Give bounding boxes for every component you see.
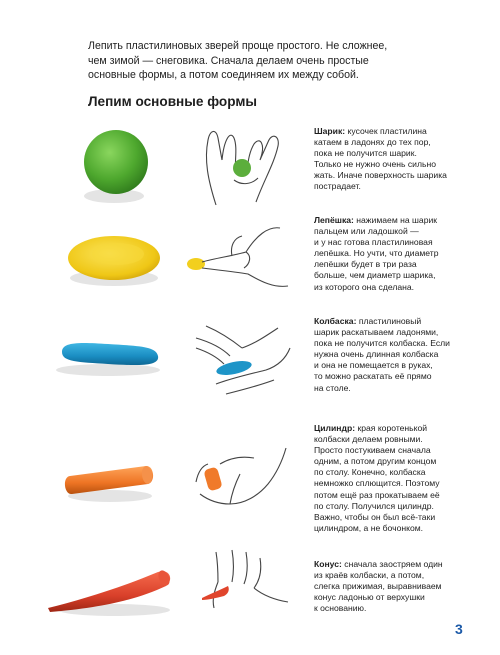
sausage-term: Колбаска: (314, 316, 357, 326)
desc-line: пострадает. (314, 181, 361, 192)
desc-line: лепёшки будет в три раза (314, 259, 417, 270)
cone-description (314, 559, 486, 614)
cylinder-description (314, 423, 486, 534)
desc-line: и она не помещается в руках, (314, 360, 433, 371)
desc-line: катаем в ладонях до тех пор, (314, 137, 431, 148)
desc-line: цилиндром, а не бочонком. (314, 522, 424, 533)
flat-cake-shape-image (62, 222, 168, 294)
sausage-description (314, 316, 486, 394)
desc-line: из краёв колбаски, а потом, (314, 570, 425, 581)
desc-line: на столе. (314, 382, 351, 393)
cake-description (314, 215, 486, 293)
hands-rolling-ball-image (186, 120, 296, 212)
desc-line: слегка прижимая, выравниваем (314, 581, 442, 592)
desc-line: больше, чем диаметр шарика, (314, 270, 436, 281)
desc-line: одним, а потом другим концом (314, 456, 437, 467)
ball-description (314, 126, 486, 193)
desc-line: пока не получится шарик. (314, 148, 417, 159)
desc-line: жать. Иначе поверхность шарика (314, 170, 447, 181)
sausage-shape-image (48, 330, 168, 386)
hand-pressing-cake-image (176, 216, 296, 296)
hand-shaping-cone-image (188, 548, 296, 618)
desc-line: по столу. Получился цилиндр. (314, 500, 434, 511)
desc-line: к основанию. (314, 603, 367, 614)
desc-line: и у нас готова пластилиновая (314, 237, 433, 248)
cone-shape-image (40, 560, 176, 622)
cylinder-shape-image (56, 452, 160, 508)
intro-line: чем зимой — снеговика. Сначала делаем очень простые (88, 54, 369, 67)
intro-line: Лепить пластилиновых зверей проще простого. Не сложнее, (88, 40, 388, 52)
desc-line: немножко сплющится. Поэтому (314, 478, 440, 489)
desc-line: пальцем или ладошкой — (314, 226, 419, 237)
desc-line: лепёшка. Но учти, что диаметр (314, 248, 439, 259)
desc-line: потом ещё раз прокатываем её (314, 489, 440, 500)
desc-line: нужна очень длинная колбаска (314, 349, 439, 360)
desc-line: то можно раскатать её прямо (314, 371, 432, 382)
desc-line: пластилиновый (358, 316, 422, 326)
desc-line: края коротенькой (357, 423, 428, 433)
cone-term: Конус: (314, 559, 342, 569)
desc-line: сначала заостряем один (344, 559, 443, 569)
section-heading: Лепим основные формы (88, 94, 258, 109)
desc-line: нажимаем на шарик (356, 215, 438, 225)
desc-line: конус ладонью от верхушки (314, 592, 425, 603)
hands-rolling-sausage-image (186, 318, 296, 402)
intro-line: основные формы, а потом соединяем их между собой. (88, 69, 359, 82)
desc-line: колбаски делаем ровными. (314, 434, 423, 445)
hand-shaping-cylinder-image (188, 434, 296, 518)
desc-line: Только не нужно очень сильно (314, 159, 436, 170)
ball-term: Шарик: (314, 126, 346, 136)
desc-line: Просто постукиваем сначала (314, 445, 431, 456)
desc-line: кусочек пластилина (347, 126, 427, 136)
intro-paragraph (88, 39, 418, 83)
ball-shape-image (72, 124, 172, 214)
desc-line: из которого она сделана. (314, 281, 415, 292)
cake-term: Лепёшка: (314, 215, 354, 225)
desc-line: по столу. Конечно, колбаска (314, 467, 426, 478)
cylinder-term: Цилиндр: (314, 423, 356, 433)
page-number: 3 (455, 621, 463, 637)
desc-line: шарик раскатываем ладонями, (314, 327, 439, 338)
desc-line: Важно, чтобы он был всё-таки (314, 511, 436, 522)
desc-line: пока не получится колбаска. Если (314, 338, 450, 349)
